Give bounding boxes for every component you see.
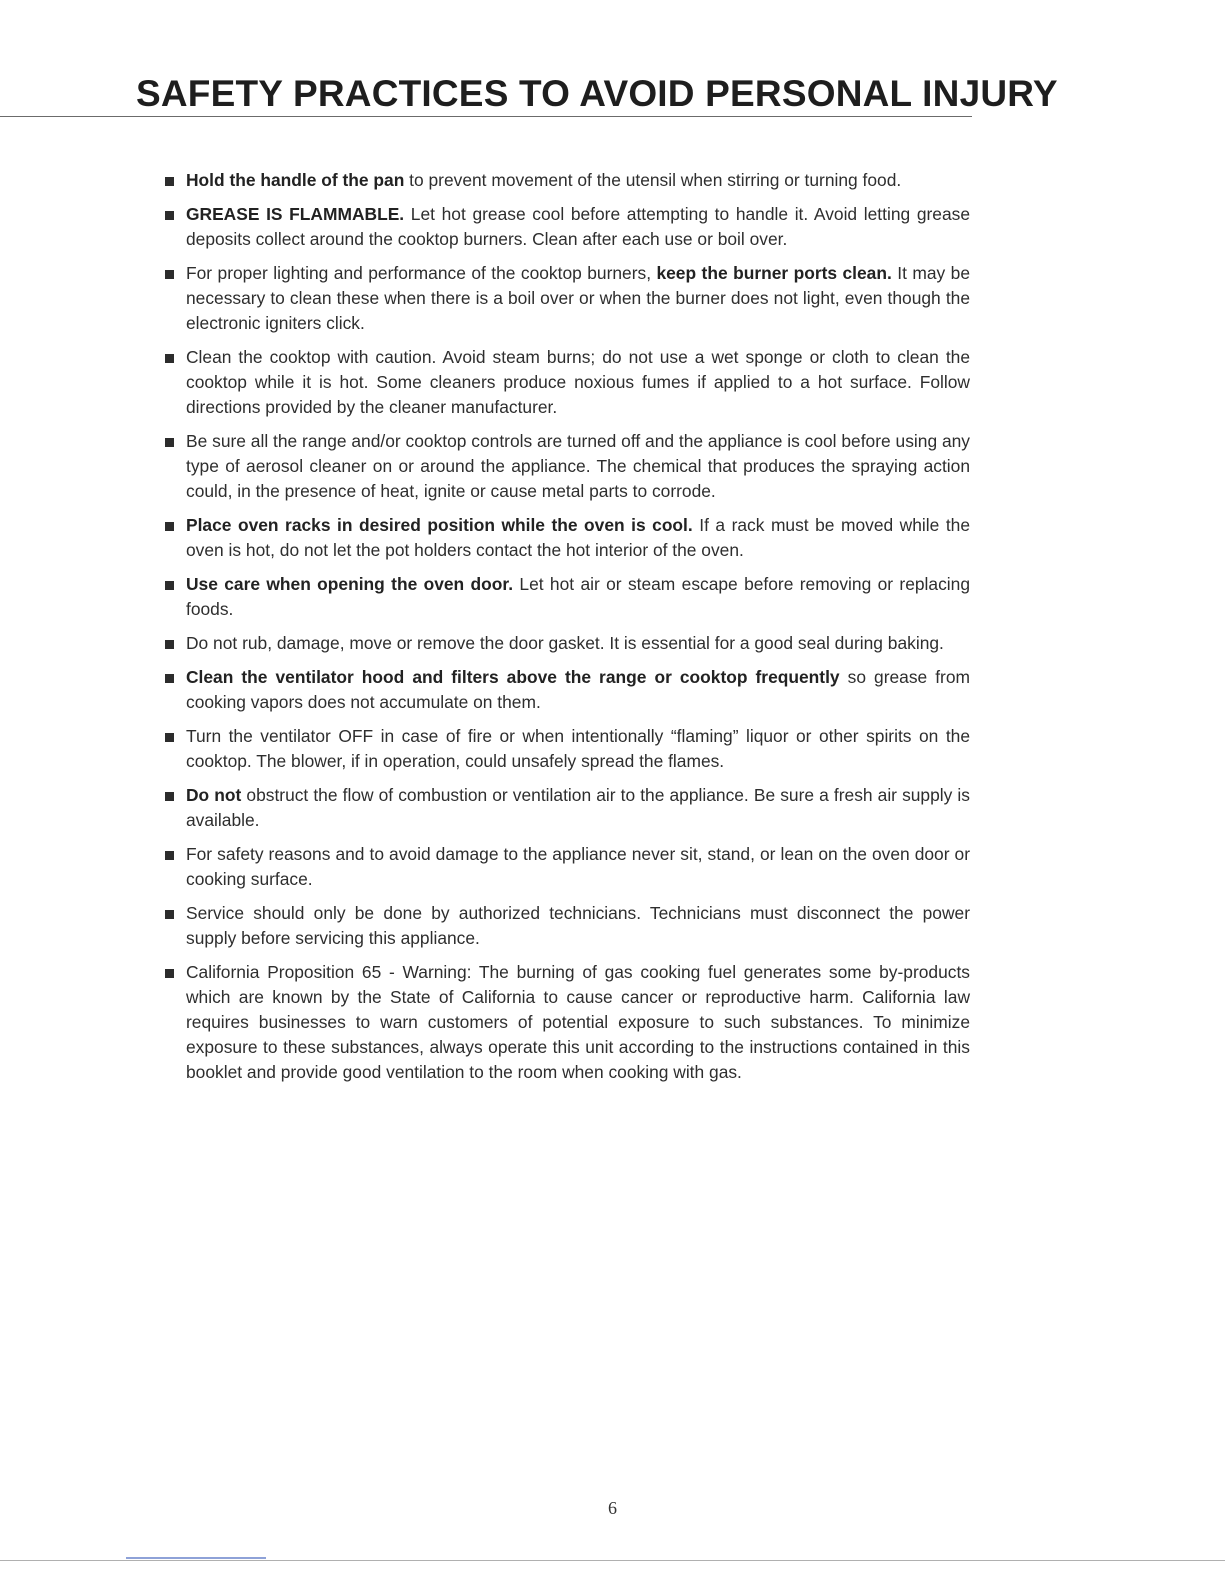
item-text: Let hot air or steam escape before removing or replacing foods. [186, 574, 970, 619]
square-bullet-icon [165, 438, 174, 447]
item-text: Do not rub, damage, move or remove the door gasket. It is essential for a good seal during baking. [186, 633, 944, 653]
bullet-item-9 [162, 665, 970, 715]
item-text: Be sure all the range and/or cooktop controls are turned off and the appliance is cool before using any type of aerosol cleaner on or around the appliance. The chemical that produces the spraying action could, in the presence of heat, ignite or cause metal parts to corrode. [186, 431, 970, 501]
page-number: 6 [608, 1498, 617, 1518]
safety-bullet-list [162, 168, 970, 1094]
square-bullet-icon [165, 674, 174, 683]
square-bullet-icon [165, 733, 174, 742]
item-text: to prevent movement of the utensil when stirring or turning food. [404, 170, 902, 190]
item-text: Clean the cooktop with caution. Avoid steam burns; do not use a wet sponge or cloth to clean the cooktop while it is hot. Some cleaners produce noxious fumes if applied to a hot surface. Follow directions provided by the cleaner manufacturer. [186, 347, 970, 417]
square-bullet-icon [165, 640, 174, 649]
square-bullet-icon [165, 910, 174, 919]
square-bullet-icon [165, 851, 174, 860]
bold-lead: GREASE IS FLAMMABLE. [186, 204, 405, 224]
square-bullet-icon [165, 354, 174, 363]
item-text: For safety reasons and to avoid damage to the appliance never sit, stand, or lean on the oven door or cooking surface. [186, 844, 970, 889]
footer-link-underline [126, 1557, 266, 1559]
item-text: If a rack must be moved while the oven is hot, do not let the pot holders contact the hot interior of the oven. [186, 515, 970, 560]
item-text: Turn the ventilator OFF in case of fire or when intentionally “flaming” liquor or other spirits on the cooktop. The blower, if in operation, could unsafely spread the flames. [186, 726, 970, 771]
bold-lead: Do not [186, 785, 242, 805]
item-text: California Proposition 65 - Warning: The burning of gas cooking fuel generates some by-products which are known by the State of California to cause cancer or reproductive harm. California law requires businesses to warn customers of potential exposure to such substances. To minimize exposure to these substances, always operate this unit according to the instructions contained in this booklet and provide good ventilation to the room when cooking with gas. [186, 962, 970, 1082]
bullet-item-1 [162, 168, 970, 193]
square-bullet-icon [165, 270, 174, 279]
page-title: SAFETY PRACTICES TO AVOID PERSONAL INJURY [136, 73, 1058, 114]
item-text: obstruct the flow of combustion or ventilation air to the appliance. Be sure a fresh air supply is available. [186, 785, 970, 830]
bullet-item-8 [162, 631, 970, 656]
bold-lead: Clean the ventilator hood and filters above the range or cooktop frequently [186, 667, 840, 687]
bold-lead: Hold the handle of the pan [186, 170, 405, 190]
item-text: Service should only be done by authorized technicians. Technicians must disconnect the power supply before servicing this appliance. [186, 903, 970, 948]
item-text-continued: It may be necessary to clean these when there is a boil over or when the burner does not light, even though the electronic igniters click. [186, 263, 970, 333]
bullet-item-4 [162, 345, 970, 420]
square-bullet-icon [165, 177, 174, 186]
bullet-item-13 [162, 901, 970, 951]
bullet-item-12 [162, 842, 970, 892]
bold-lead: Use care when opening the oven door. [186, 574, 514, 594]
bullet-item-2 [162, 202, 970, 252]
square-bullet-icon [165, 211, 174, 220]
bold-inline: keep the burner ports clean. [656, 263, 892, 283]
item-text: Let hot grease cool before attempting to handle it. Avoid letting grease deposits collect around the cooktop burners. Clean after each use or boil over. [186, 204, 970, 249]
bullet-item-3 [162, 261, 970, 336]
footer-divider [0, 1560, 1225, 1561]
item-text: For proper lighting and performance of the cooktop burners, [186, 263, 657, 283]
bullet-item-11 [162, 783, 970, 833]
bullet-item-14 [162, 960, 970, 1085]
square-bullet-icon [165, 969, 174, 978]
square-bullet-icon [165, 522, 174, 531]
bullet-item-10 [162, 724, 970, 774]
bullet-item-6 [162, 513, 970, 563]
bullet-item-5 [162, 429, 970, 504]
bullet-item-7 [162, 572, 970, 622]
bold-lead: Place oven racks in desired position while the oven is cool. [186, 515, 693, 535]
square-bullet-icon [165, 792, 174, 801]
item-text: so grease from cooking vapors does not accumulate on them. [186, 667, 971, 712]
square-bullet-icon [165, 581, 174, 590]
title-underline [0, 116, 972, 117]
